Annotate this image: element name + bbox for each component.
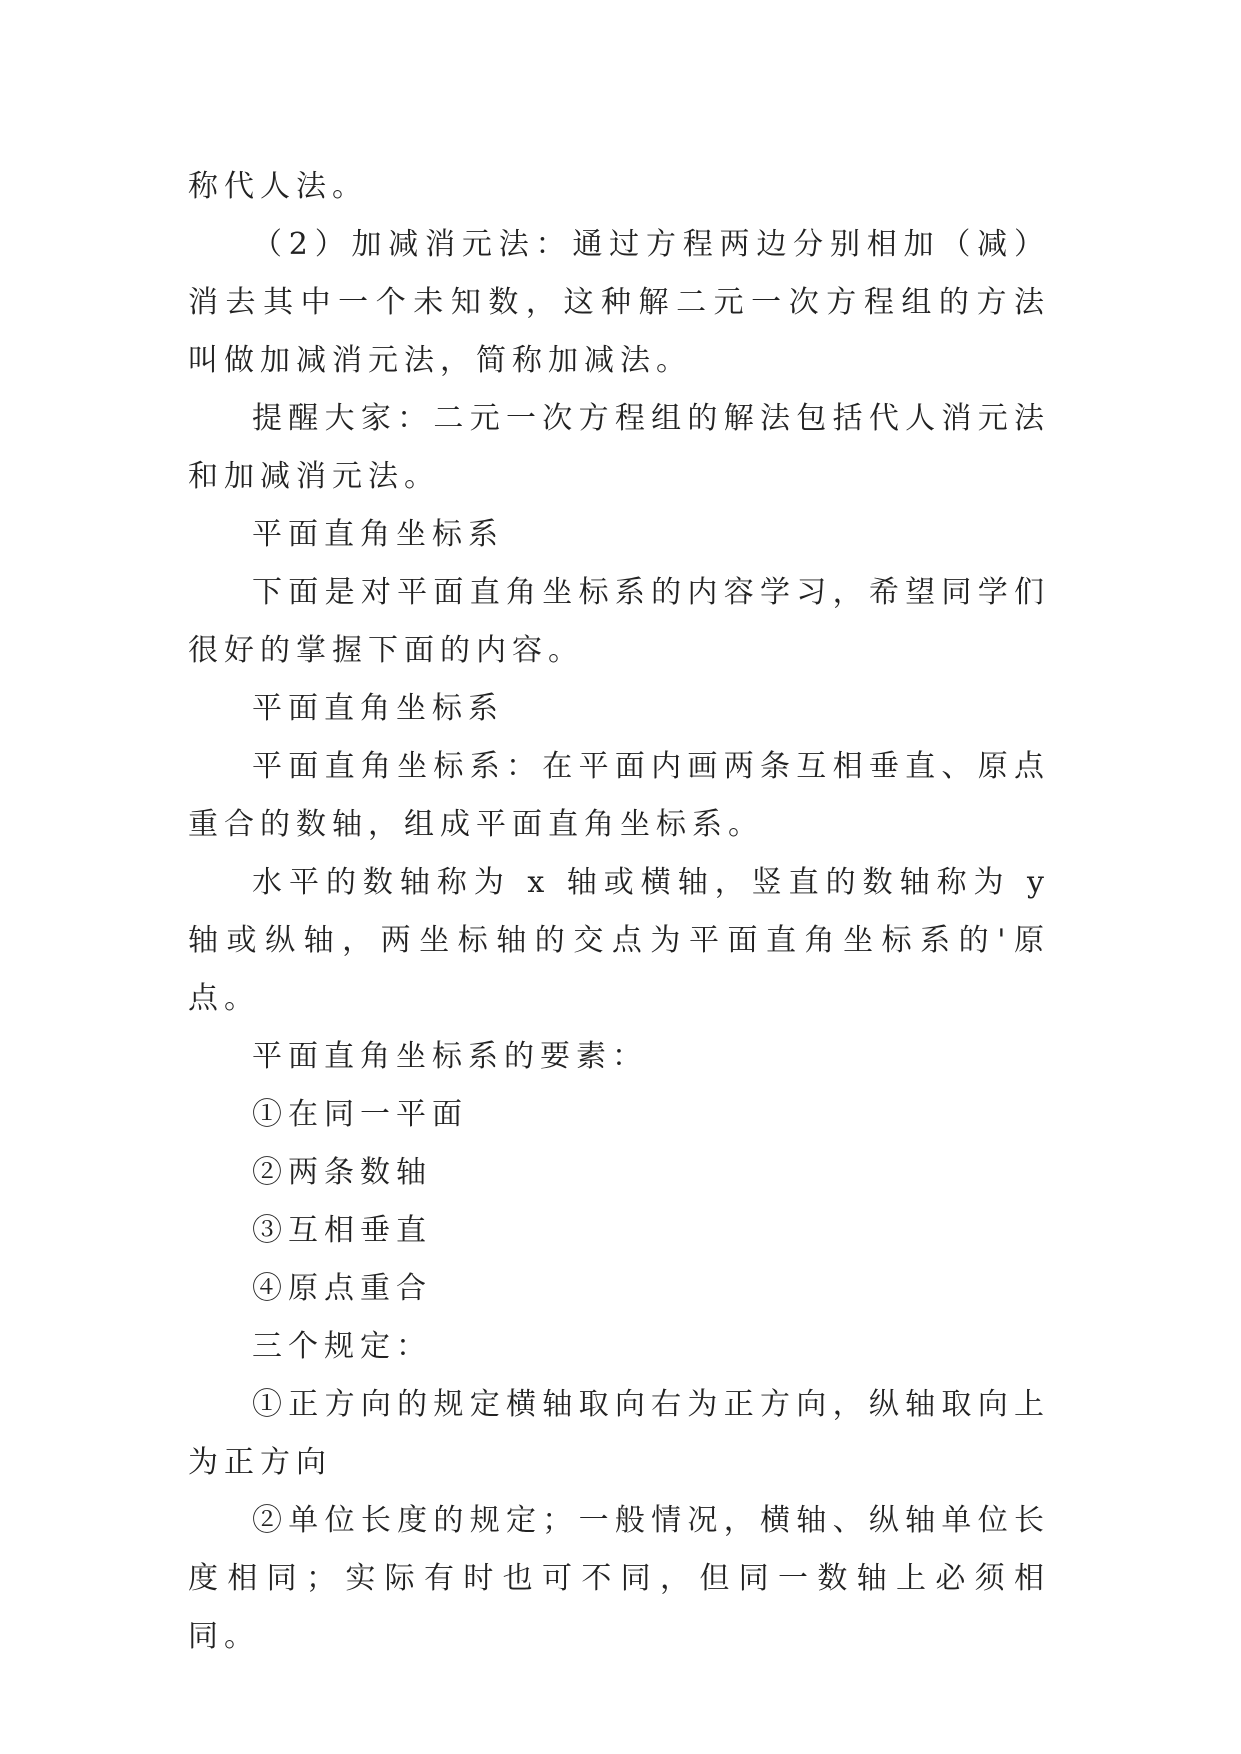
paragraph-continuation: 称代人法。 <box>188 169 368 204</box>
list-item: ①在同一平面 <box>252 1097 468 1132</box>
rule-item: ①正方向的规定横轴取向右为正方向，纵轴取向上为正方向 <box>188 1387 1050 1480</box>
paragraph-reminder: 提醒大家：二元一次方程组的解法包括代人消元法和加减消元法。 <box>188 401 1050 494</box>
paragraph-elements-heading: 平面直角坐标系的要素： <box>252 1039 648 1074</box>
paragraph-definition: 平面直角坐标系：在平面内画两条互相垂直、原点重合的数轴，组成平面直角坐标系。 <box>188 749 1050 842</box>
list-item: ②两条数轴 <box>252 1155 432 1190</box>
paragraph-axes: 水平的数轴称为 x 轴或横轴，竖直的数轴称为 y 轴或纵轴，两坐标轴的交点为平面直角坐标系的'原点。 <box>188 865 1050 1016</box>
list-item: ④原点重合 <box>252 1271 432 1306</box>
document-body <box>188 158 1050 1666</box>
paragraph-intro: 下面是对平面直角坐标系的内容学习，希望同学们很好的掌握下面的内容。 <box>188 575 1050 668</box>
rule-item: ②单位长度的规定；一般情况，横轴、纵轴单位长度相同；实际有时也可不同，但同一数轴上必须相同。 <box>188 1503 1050 1654</box>
section-heading: 平面直角坐标系 <box>252 517 504 552</box>
paragraph-rules-heading: 三个规定： <box>252 1329 432 1364</box>
section-subheading: 平面直角坐标系 <box>252 691 504 726</box>
list-item: ③互相垂直 <box>252 1213 432 1248</box>
paragraph-elimination-method: （2）加减消元法：通过方程两边分别相加（减）消去其中一个未知数，这种解二元一次方程组的方法叫做加减消元法，简称加减法。 <box>188 227 1050 378</box>
